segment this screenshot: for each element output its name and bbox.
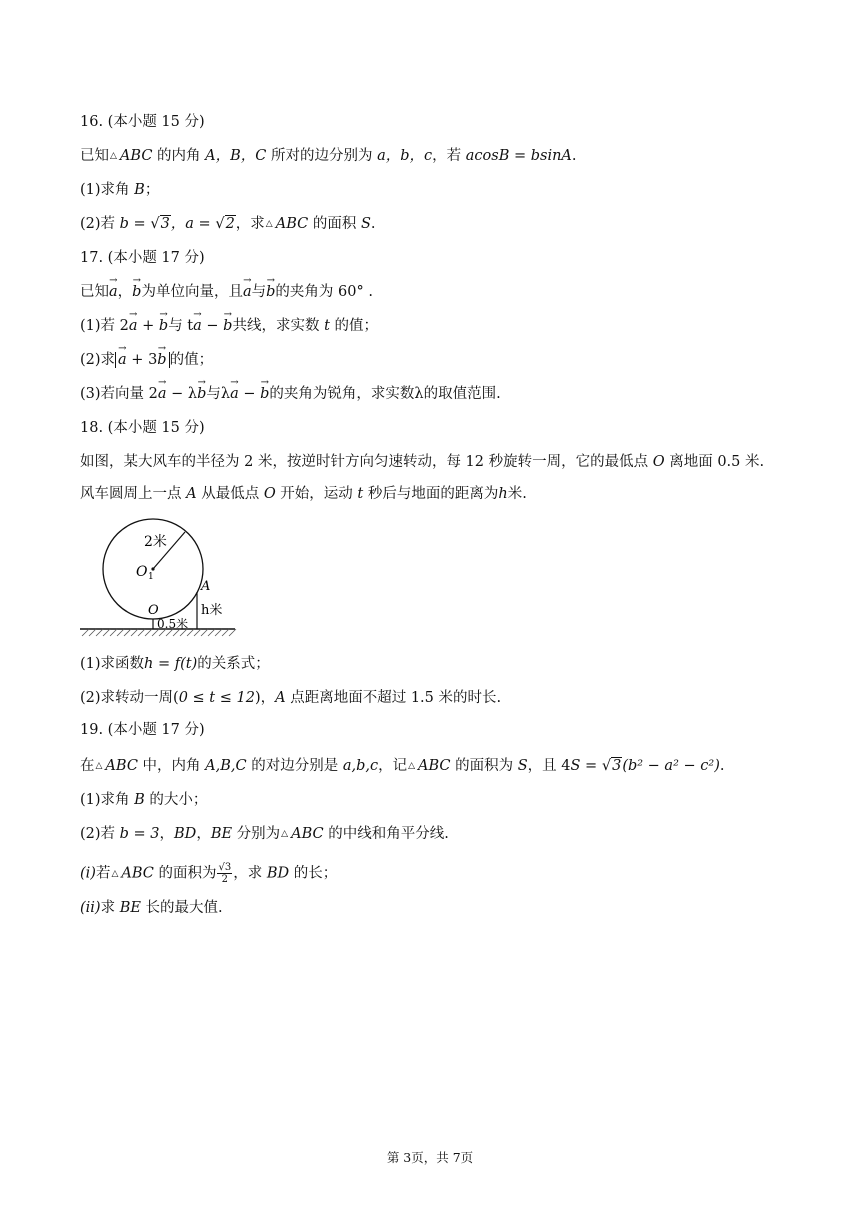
math-be: BE (119, 900, 141, 916)
math-s: S (360, 216, 371, 232)
triangle-icon: △ (281, 829, 289, 839)
math-o: O (652, 454, 665, 470)
math-be: BE (210, 826, 233, 842)
text: (3)若向量 2 (80, 386, 158, 402)
text: (2)若 (80, 216, 120, 232)
text: 已知 (80, 148, 109, 164)
text: . (571, 148, 577, 164)
denominator: 2 (221, 874, 229, 885)
q19-header: 19. (本小题 17 分) (80, 722, 205, 738)
text: ，若 (432, 148, 466, 164)
triangle-icon: △ (265, 219, 273, 229)
radicand: 3 (160, 216, 170, 232)
text: ， (159, 826, 175, 842)
q19-stem (80, 756, 724, 776)
radicand: 3 (612, 758, 622, 774)
text: (2)求转动一周( (80, 690, 179, 706)
text: 已知 (80, 284, 109, 300)
text: + (137, 318, 159, 334)
q17-stem (80, 282, 373, 302)
vector-a: → a (129, 316, 138, 336)
text: ，记 (378, 758, 408, 774)
vector-a: → a (118, 350, 127, 370)
text: 的关系式； (197, 656, 270, 672)
math-abc: ABC (418, 758, 451, 774)
q18-part1 (80, 654, 270, 674)
q17-header: 17. (本小题 17 分) (80, 250, 205, 266)
vector-a: → a (158, 384, 167, 404)
text: ，求 (233, 865, 267, 882)
math-b: B (134, 182, 145, 198)
math-abc: ABC (275, 216, 309, 232)
q16-header: 16. (本小题 15 分) (80, 114, 205, 130)
vector-b: → b (159, 316, 168, 336)
text: 求 (100, 900, 120, 916)
text: (1)求角 (80, 182, 135, 198)
subpart-label: (ii) (80, 900, 101, 916)
text: ； (144, 182, 160, 198)
math-a-eq: ，a = (170, 216, 216, 232)
vector-a: → a (193, 316, 202, 336)
text: (2)求 (80, 352, 116, 368)
text: 的夹角为锐角，求实数λ的取值范围. (269, 386, 501, 402)
sqrt-2: √2 (215, 216, 235, 232)
text: 点距离地面不超过 1.5 米的时长. (285, 690, 502, 706)
center-label: O (136, 564, 148, 580)
text: 离地面 0.5 米. (664, 454, 765, 470)
sqrt-3: √3 (601, 758, 622, 774)
text: 分别为 (232, 826, 281, 842)
text: (1)若 2 (80, 318, 129, 334)
math-sides: a，b，c (377, 148, 433, 164)
windmill-diagram (80, 518, 240, 644)
math-range: 0 ≤ t ≤ 12 (178, 690, 255, 706)
math-h: h (498, 486, 508, 502)
text: 与 t (168, 318, 194, 334)
q16-part2 (80, 214, 375, 234)
text: 的面积为 (153, 865, 217, 882)
radicand: 2 (225, 216, 235, 232)
text: 风车圆周上一点 (80, 486, 187, 502)
text: 如图，某大风车的半径为 2 米，按逆时针方向匀速转动，每 12 秒旋转一周，它的最低点 (80, 454, 653, 470)
text: 为单位向量，且 (141, 284, 243, 300)
math-a: A (275, 690, 286, 706)
text: )， (254, 690, 276, 706)
subpart-label: (i) (80, 865, 96, 882)
math-b-eq: b = 3 (119, 826, 160, 842)
q19-part1 (80, 790, 207, 810)
abs-expression (115, 352, 170, 368)
vector-a: → a (243, 282, 252, 302)
page-footer: 第 3页，共 7页 (386, 1150, 474, 1165)
text: 的夹角为 60° . (275, 284, 373, 300)
text: ，且 4 (527, 758, 571, 774)
text: − λ (166, 386, 198, 402)
center-point (151, 567, 154, 570)
vector-b: → b (266, 282, 275, 302)
text: 的大小； (144, 792, 208, 808)
point-a-label: A (201, 579, 211, 594)
vector-b: → b (223, 316, 232, 336)
math-abc: ABC (105, 758, 138, 774)
math-expression: (b² − a² − c²) (622, 758, 720, 774)
text: . (719, 758, 725, 774)
text: 长的最大值. (140, 900, 223, 916)
text: 开始，运动 (275, 486, 358, 502)
q19-part2-ii (80, 898, 223, 918)
text: 的内角 (152, 148, 206, 164)
q18-header: 18. (本小题 15 分) (80, 420, 205, 436)
vector-b: → b (132, 282, 141, 302)
text: 的面积为 (450, 758, 518, 774)
math-s: S (517, 758, 528, 774)
text: 与 (251, 284, 267, 300)
text: 共线，求实数 (232, 318, 325, 334)
radius-label: 2米 (144, 534, 167, 550)
q17-part2 (80, 350, 213, 370)
math-abc: ABC (291, 826, 324, 842)
point-o-label: O (148, 603, 159, 618)
q17-part3 (80, 384, 501, 404)
text: + 3 (126, 352, 158, 368)
text: . (370, 216, 376, 232)
math-b: B (134, 792, 145, 808)
text: 若 (95, 865, 111, 882)
text: 秒后与地面的距离为 (363, 486, 499, 502)
text: = (580, 758, 602, 774)
text: 米. (507, 486, 527, 502)
q18-stem-line1 (80, 452, 764, 472)
q18-part2 (80, 688, 501, 708)
center-label-sub: 1 (148, 572, 154, 582)
text: 所对的边分别为 (266, 148, 378, 164)
q17-part1 (80, 316, 378, 336)
triangle-icon: △ (111, 868, 119, 879)
vector-b: → b (157, 350, 166, 370)
text: 与λ (206, 386, 231, 402)
text: 的值； (329, 318, 379, 334)
vector-b: → b (260, 384, 269, 404)
text: − (238, 386, 261, 402)
text: (1)求函数 (80, 656, 145, 672)
fraction (217, 862, 232, 885)
text: ，求 (235, 216, 265, 232)
math-t: t (324, 318, 330, 334)
math-function: h = f(t) (144, 656, 198, 672)
math-bd: BD (266, 865, 290, 882)
q19-part2-i (80, 862, 337, 885)
numerator: √3 (218, 862, 232, 873)
text: 的对边分别是 (246, 758, 343, 774)
text: 的面积 (308, 216, 361, 232)
text: (2)若 (80, 826, 120, 842)
math-t: t (357, 486, 364, 502)
text: 在 (80, 758, 95, 774)
vector-a: → a (230, 384, 239, 404)
text: (1)求角 (80, 792, 135, 808)
offset-label: 0.5米 (157, 617, 189, 631)
triangle-icon: △ (110, 151, 117, 161)
sqrt-3: √3 (150, 216, 170, 232)
math-o: O (263, 486, 276, 502)
math-abc: ABC (119, 148, 153, 164)
math-sides: a,b,c (342, 758, 379, 774)
math-abc: ABC (121, 865, 154, 882)
q18-stem-line2 (80, 484, 527, 504)
text: 中，内角 (137, 758, 206, 774)
math-equation: acosB = bsinA (465, 148, 572, 164)
text: ， (196, 826, 211, 842)
height-label: h米 (201, 603, 223, 618)
math-angles: A，B，C (205, 148, 267, 164)
math-s: S (570, 758, 581, 774)
text: − (201, 318, 224, 334)
triangle-icon: △ (408, 761, 416, 771)
text: ， (117, 284, 133, 300)
q16-stem (80, 146, 577, 166)
text: 的值； (169, 352, 214, 368)
math-b-eq: b = (119, 216, 151, 232)
text: 从最低点 (196, 486, 264, 502)
math-a: A (186, 486, 197, 502)
text: 的中线和角平分线. (323, 826, 449, 842)
math-angles: A,B,C (205, 758, 247, 774)
q19-part2 (80, 824, 449, 844)
vector-a: → a (109, 282, 118, 302)
text: 的长； (289, 865, 338, 882)
q16-part1 (80, 180, 159, 200)
triangle-icon: △ (95, 761, 103, 771)
math-bd: BD (174, 826, 197, 842)
vector-b: → b (197, 384, 206, 404)
